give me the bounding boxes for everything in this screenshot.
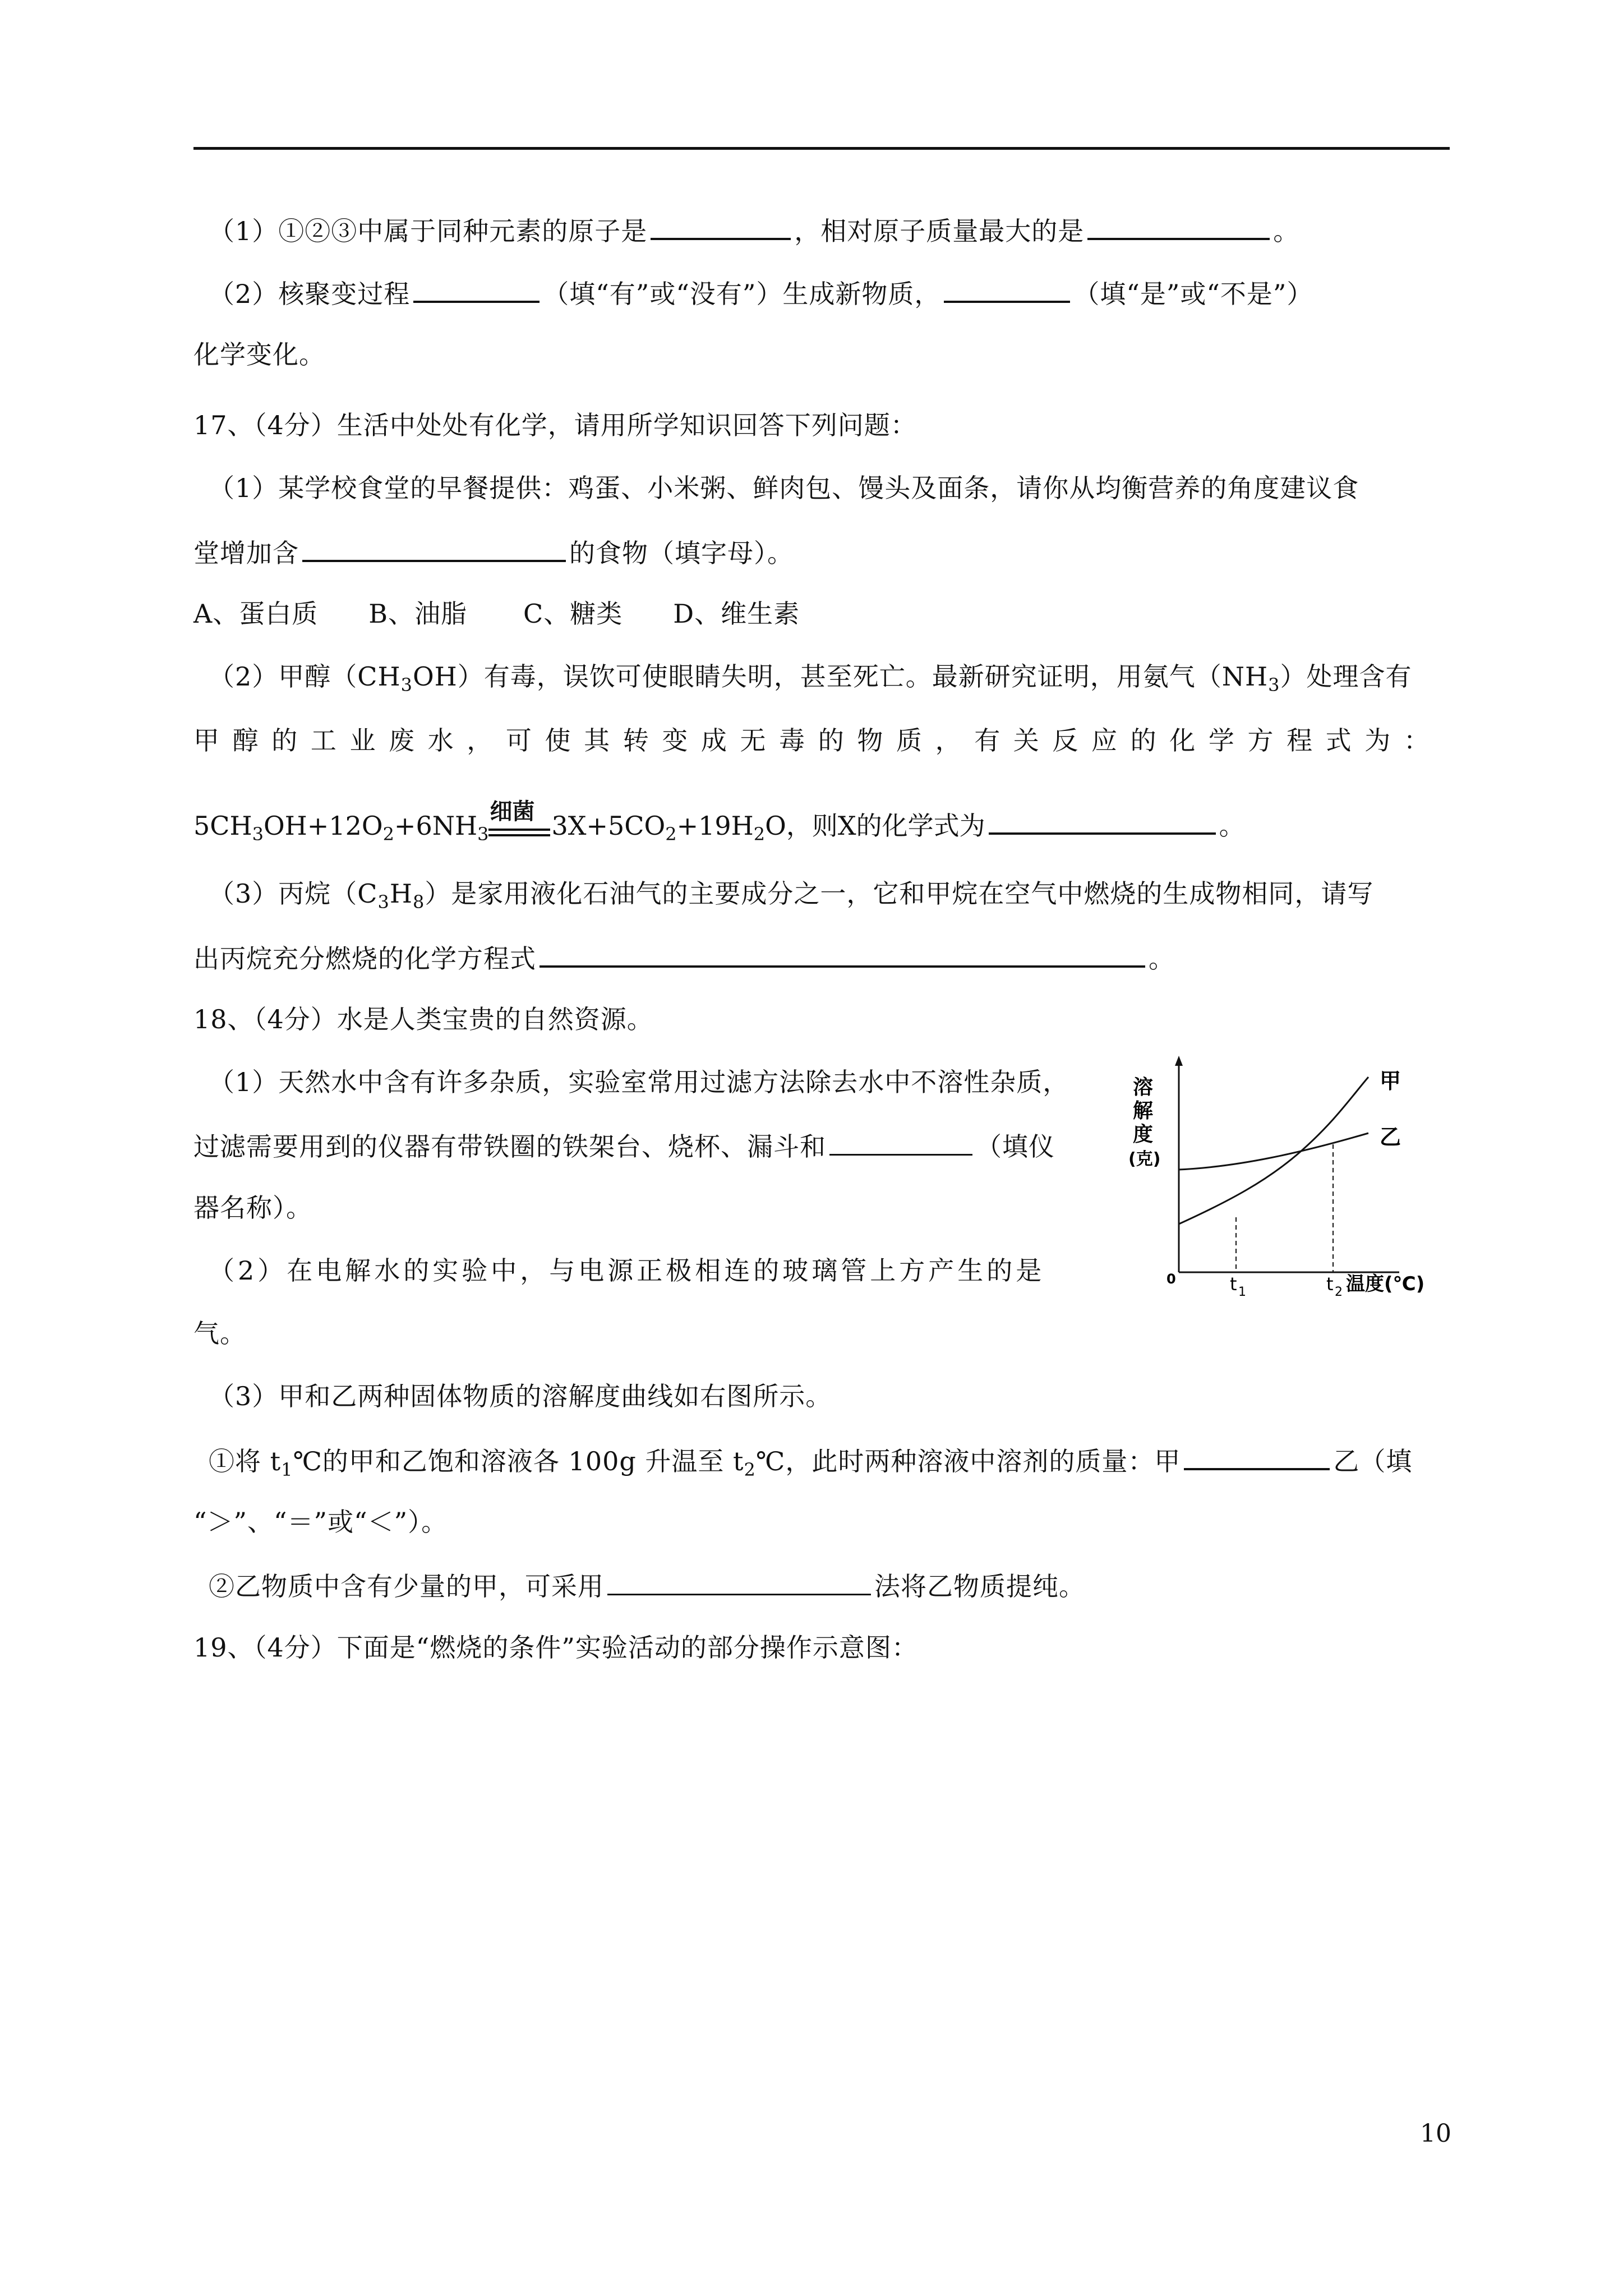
t2-subscript: 2	[1335, 1285, 1343, 1299]
q17-p3b-text: 出丙烷充分燃烧的化学方程式	[193, 944, 536, 974]
char: 质	[896, 725, 923, 756]
q18-p32-text2: 法将乙物质提纯。	[874, 1571, 1085, 1602]
q19-stem: 19、（4分）下面是“燃烧的条件”实验活动的部分操作示意图：	[193, 1632, 918, 1663]
char: 的	[818, 725, 845, 756]
reaction-arrow	[488, 799, 551, 851]
char: 水	[427, 725, 454, 756]
y-label-1: 溶	[1133, 1076, 1154, 1099]
subscript: 3	[252, 823, 264, 845]
answer-blank[interactable]	[1184, 1442, 1330, 1470]
q18-part1: （1）天然水中含有许多杂质，实验室常用过滤方法除去水中不溶性杂质，	[209, 1067, 1069, 1097]
answer-blank[interactable]	[540, 940, 1145, 968]
q17-part3-cont	[193, 940, 1175, 976]
q18-part1-cont2: 器名称）。	[193, 1193, 312, 1223]
q17-p2-text: （2）甲醇（CH	[209, 661, 401, 692]
q17-equation	[193, 799, 1245, 851]
q18-part3-1-cont: “＞”、“＝”或“＜”）。	[193, 1507, 448, 1537]
q16-p1-text2: ，相对原子质量最大的是	[794, 216, 1085, 246]
q16-p1-text: （1）①②③中属于同种元素的原子是	[209, 216, 648, 246]
q18-p31-text: ℃的甲和乙饱和溶液各 100g 升温至 t	[293, 1446, 744, 1476]
x-axis-label: 温度(℃)	[1346, 1273, 1425, 1295]
char: 变	[662, 725, 689, 756]
q18-part3: （3）甲和乙两种固体物质的溶解度曲线如右图所示。	[209, 1381, 832, 1411]
subscript: 1	[281, 1459, 293, 1480]
char: 式	[1325, 725, 1352, 756]
char: 可	[505, 725, 532, 756]
char: 方	[1247, 725, 1274, 756]
eq-text: 3X+5CO	[551, 811, 666, 841]
answer-blank[interactable]	[651, 212, 791, 240]
char: 业	[349, 725, 376, 756]
eq-text: O，则X的化学式为	[765, 811, 985, 841]
q18-part3-1	[209, 1442, 1412, 1487]
q17-p3-text: H	[389, 878, 413, 909]
t2-label: t	[1326, 1273, 1334, 1295]
y-label-3: 度	[1133, 1123, 1154, 1146]
char: 关	[1013, 725, 1040, 756]
q17-p2-text3: ）处理含有	[1280, 661, 1412, 692]
q16-part1	[209, 212, 1299, 248]
subscript: 3	[1268, 674, 1280, 696]
char: 无	[740, 725, 767, 756]
t1-subscript: 1	[1238, 1285, 1246, 1299]
q16-part2-cont: 化学变化。	[193, 339, 325, 370]
q18-part3-2	[209, 1568, 1085, 1603]
subscript: 3	[477, 823, 489, 845]
q16-p2-text: （2）核聚变过程	[209, 279, 411, 309]
char: 应	[1091, 725, 1118, 756]
q18-p31-text: ℃，此时两种溶液中溶剂的质量：甲	[755, 1446, 1181, 1476]
subscript: 2	[744, 1459, 756, 1480]
answer-blank[interactable]	[302, 534, 566, 562]
curve-jia	[1179, 1077, 1368, 1224]
q16-p2-text2: （填“有”或“没有”）生成新物质，	[543, 279, 941, 309]
subscript: 2	[665, 823, 677, 845]
q17-p3-text: ）是家用液化石油气的主要成分之一，它和甲烷在空气中燃烧的生成物相同，请写	[425, 878, 1374, 909]
answer-blank[interactable]	[944, 275, 1070, 303]
char: 的	[271, 725, 298, 756]
q17-options	[193, 597, 800, 631]
answer-blank[interactable]	[989, 807, 1216, 835]
char: ：	[1403, 725, 1430, 756]
header-rule	[193, 147, 1450, 150]
option-d[interactable]: D、维生素	[673, 599, 800, 629]
q17-part1-cont	[193, 534, 794, 570]
t1-label: t	[1230, 1273, 1237, 1295]
char: 程	[1287, 725, 1313, 756]
char: 醇	[232, 725, 259, 756]
option-b[interactable]: B、油脂	[368, 599, 468, 629]
y-label-4: (克)	[1128, 1149, 1161, 1169]
char: 废	[389, 725, 416, 756]
char: 毒	[779, 725, 806, 756]
y-label-2: 解	[1133, 1099, 1154, 1122]
char: 学	[1208, 725, 1235, 756]
q17-p1-text: 堂增加含	[193, 538, 299, 568]
char: 甲	[193, 725, 220, 756]
q18-p31-text: ①将 t	[209, 1446, 282, 1476]
q16-part2	[209, 275, 1313, 311]
q17-stem: 17、（4分）生活中处处有化学，请用所学知识回答下列问题：	[193, 410, 917, 440]
q18-stem: 18、（4分）水是人类宝贵的自然资源。	[193, 1004, 653, 1034]
series-jia-label: 甲	[1380, 1069, 1401, 1093]
eq-text: +6NH	[394, 811, 478, 841]
q18-p32-text: ②乙物质中含有少量的甲，可采用	[209, 1571, 604, 1602]
q18-p31-text: 乙（填	[1333, 1446, 1413, 1476]
char: 的	[1130, 725, 1157, 756]
curve-yi	[1179, 1133, 1368, 1170]
q17-part2	[209, 660, 1412, 702]
q18-p1-text: 过滤需要用到的仪器有带铁圈的铁架台、烧杯、漏斗和	[193, 1131, 826, 1162]
char: 工	[310, 725, 337, 756]
answer-blank[interactable]	[607, 1568, 871, 1595]
option-a[interactable]: A、蛋白质	[193, 599, 319, 629]
q16-p1-end: 。	[1273, 216, 1300, 246]
q18-part2: （2）在电解水的实验中，与电源正极相连的玻璃管上方产生的是	[209, 1255, 1045, 1286]
char: ，	[935, 725, 962, 756]
q17-p1-text2: 的食物（填字母）。	[569, 538, 794, 568]
char: 有	[974, 725, 1001, 756]
origin-label: 0	[1166, 1271, 1176, 1287]
q16-p2-text3: （填“是”或“不是”）	[1073, 279, 1313, 309]
char: 反	[1052, 725, 1079, 756]
char: 转	[623, 725, 649, 756]
char: 化	[1169, 725, 1196, 756]
q17-part2-cont	[193, 724, 1430, 757]
char: 使	[545, 725, 571, 756]
q18-part1-cont	[193, 1128, 1055, 1163]
eq-text: 5CH	[193, 811, 252, 841]
q17-part3	[209, 877, 1373, 919]
char: 为	[1364, 725, 1391, 756]
solubility-graph	[1128, 1055, 1447, 1307]
page-number: 10	[1420, 2119, 1451, 2148]
y-axis-arrow	[1175, 1056, 1183, 1066]
subscript: 8	[412, 891, 425, 913]
subscript: 3	[400, 674, 413, 696]
q17-p2-text2: OH）有毒，误饮可使眼睛失明，甚至死亡。最新研究证明，用氨气（NH	[412, 661, 1269, 692]
q17-p3-text: （3）丙烷（C	[209, 878, 378, 909]
subscript: 3	[377, 891, 390, 913]
char: 其	[584, 725, 611, 756]
char: ，	[467, 725, 494, 756]
answer-blank[interactable]	[413, 275, 540, 303]
subscript: 2	[753, 823, 766, 845]
eq-end: 。	[1219, 811, 1245, 841]
answer-blank[interactable]	[829, 1128, 972, 1156]
char: 物	[857, 725, 884, 756]
eq-text: OH+12O	[263, 811, 383, 841]
eq-text: +19H	[676, 811, 754, 841]
option-c[interactable]: C、糖类	[523, 599, 623, 629]
q17-p3-end: 。	[1149, 944, 1175, 974]
q18-p1-text2: （填仪	[976, 1131, 1055, 1162]
subscript: 2	[382, 823, 394, 845]
catalyst-label: 细菌	[490, 799, 535, 825]
q18-part2-cont: 气。	[193, 1318, 246, 1349]
char: 成	[700, 725, 727, 756]
q17-part1: （1）某学校食堂的早餐提供：鸡蛋、小米粥、鲜肉包、馒头及面条，请你从均衡营养的角度建议食	[209, 473, 1359, 503]
series-yi-label: 乙	[1380, 1125, 1401, 1149]
answer-blank[interactable]	[1087, 212, 1270, 240]
